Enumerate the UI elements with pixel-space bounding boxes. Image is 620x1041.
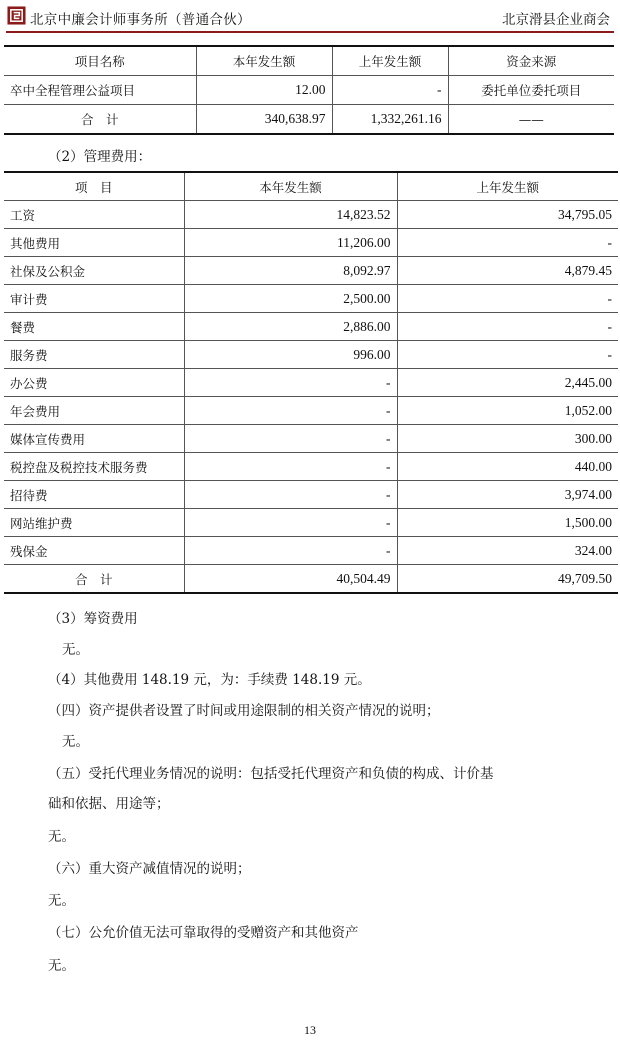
- current-year-cell: -: [184, 537, 397, 565]
- table-header-row: [4, 172, 618, 201]
- expense-item-cell: 媒体宣传费用: [4, 425, 184, 453]
- current-year-cell: -: [184, 509, 397, 537]
- note-financing-heading: （3）筹资费用: [48, 611, 138, 627]
- prior-year-cell: -: [397, 313, 618, 341]
- current-year-cell: 996.00: [184, 341, 397, 369]
- column-header: 本年发生额: [184, 172, 397, 201]
- prior-year-cell: -: [332, 76, 448, 105]
- column-header: 项目名称: [4, 46, 196, 76]
- expense-item-cell: 招待费: [4, 481, 184, 509]
- project-name-cell: 卒中全程管理公益项目: [4, 76, 196, 105]
- prior-year-cell: 324.00: [397, 537, 618, 565]
- admin-expense-table: [4, 171, 618, 594]
- fund-source-cell: 委托单位委托项目: [448, 76, 614, 105]
- prior-year-cell: 1,052.00: [397, 397, 618, 425]
- note-custody-heading: （五）受托代理业务情况的说明：包括受托代理资产和负债的构成、计价基: [48, 766, 494, 782]
- column-header: 本年发生额: [196, 46, 332, 76]
- current-year-cell: 12.00: [196, 76, 332, 105]
- note-text: 无。: [48, 893, 75, 909]
- table-row: [4, 201, 618, 229]
- table-header-row: [4, 46, 614, 76]
- table-row: [4, 397, 618, 425]
- note-custody-heading-cont: 础和依据、用途等；: [48, 796, 170, 812]
- table-row: [4, 76, 614, 105]
- current-year-cell: 2,500.00: [184, 285, 397, 313]
- current-year-cell: -: [184, 453, 397, 481]
- expense-item-cell: 审计费: [4, 285, 184, 313]
- note-text: 无。: [48, 829, 75, 845]
- note-text: 无。: [48, 958, 75, 974]
- table-row: [4, 229, 618, 257]
- note-text: 无。: [62, 734, 89, 750]
- prior-year-cell: -: [397, 229, 618, 257]
- prior-year-cell: 3,974.00: [397, 481, 618, 509]
- current-year-cell: 8,092.97: [184, 257, 397, 285]
- admin-expense-title: （2）管理费用：: [48, 149, 152, 165]
- table-row: [4, 509, 618, 537]
- firm-logo-icon: [7, 6, 26, 25]
- fund-source-cell: ——: [448, 105, 614, 135]
- current-year-cell: 40,504.49: [184, 565, 397, 594]
- expense-item-cell: 年会费用: [4, 397, 184, 425]
- table-row: [4, 453, 618, 481]
- page-header: [0, 0, 620, 34]
- prior-year-cell: -: [397, 341, 618, 369]
- expense-item-cell: 税控盘及税控技术服务费: [4, 453, 184, 481]
- firm-name: 北京中廉会计师事务所（普通合伙）: [30, 12, 251, 28]
- column-header: 上年发生额: [397, 172, 618, 201]
- current-year-cell: -: [184, 369, 397, 397]
- table-row: [4, 341, 618, 369]
- page-number: 13: [304, 1023, 316, 1037]
- current-year-cell: -: [184, 425, 397, 453]
- note-impairment-heading: （六）重大资产减值情况的说明；: [48, 861, 251, 877]
- project-table: [4, 45, 614, 135]
- prior-year-cell: 1,332,261.16: [332, 105, 448, 135]
- prior-year-cell: 34,795.05: [397, 201, 618, 229]
- table-row: [4, 285, 618, 313]
- current-year-cell: -: [184, 397, 397, 425]
- prior-year-cell: 300.00: [397, 425, 618, 453]
- column-header: 上年发生额: [332, 46, 448, 76]
- expense-item-cell: 其他费用: [4, 229, 184, 257]
- table-row: [4, 257, 618, 285]
- current-year-cell: 14,823.52: [184, 201, 397, 229]
- table-row: [4, 425, 618, 453]
- column-header: 资金来源: [448, 46, 614, 76]
- expense-item-cell: 残保金: [4, 537, 184, 565]
- note-donated-assets-heading: （七）公允价值无法可靠取得的受赠资产和其他资产: [48, 925, 359, 941]
- table-total-row: [4, 565, 618, 594]
- table-row: [4, 481, 618, 509]
- header-rule: [6, 31, 614, 33]
- current-year-cell: 11,206.00: [184, 229, 397, 257]
- expense-item-cell: 服务费: [4, 341, 184, 369]
- expense-item-cell: 网站维护费: [4, 509, 184, 537]
- current-year-cell: 340,638.97: [196, 105, 332, 135]
- table-row: [4, 369, 618, 397]
- table-row: [4, 313, 618, 341]
- expense-item-cell: 办公费: [4, 369, 184, 397]
- table-row: [4, 537, 618, 565]
- expense-item-cell: 社保及公积金: [4, 257, 184, 285]
- expense-item-cell: 餐费: [4, 313, 184, 341]
- prior-year-cell: 2,445.00: [397, 369, 618, 397]
- prior-year-cell: 440.00: [397, 453, 618, 481]
- prior-year-cell: 1,500.00: [397, 509, 618, 537]
- prior-year-cell: 49,709.50: [397, 565, 618, 594]
- total-label-cell: 合 计: [4, 105, 196, 135]
- note-other-expense: （4）其他费用 148.19 元，为：手续费 148.19 元。: [48, 672, 371, 688]
- table-total-row: [4, 105, 614, 135]
- expense-item-cell: 工资: [4, 201, 184, 229]
- note-text: 无。: [62, 642, 89, 658]
- column-header: 项 目: [4, 172, 184, 201]
- total-label-cell: 合 计: [4, 565, 184, 594]
- client-name: 北京滑县企业商会: [502, 12, 610, 28]
- current-year-cell: 2,886.00: [184, 313, 397, 341]
- current-year-cell: -: [184, 481, 397, 509]
- prior-year-cell: 4,879.45: [397, 257, 618, 285]
- prior-year-cell: -: [397, 285, 618, 313]
- note-restricted-assets-heading: （四）资产提供者设置了时间或用途限制的相关资产情况的说明；: [48, 703, 440, 719]
